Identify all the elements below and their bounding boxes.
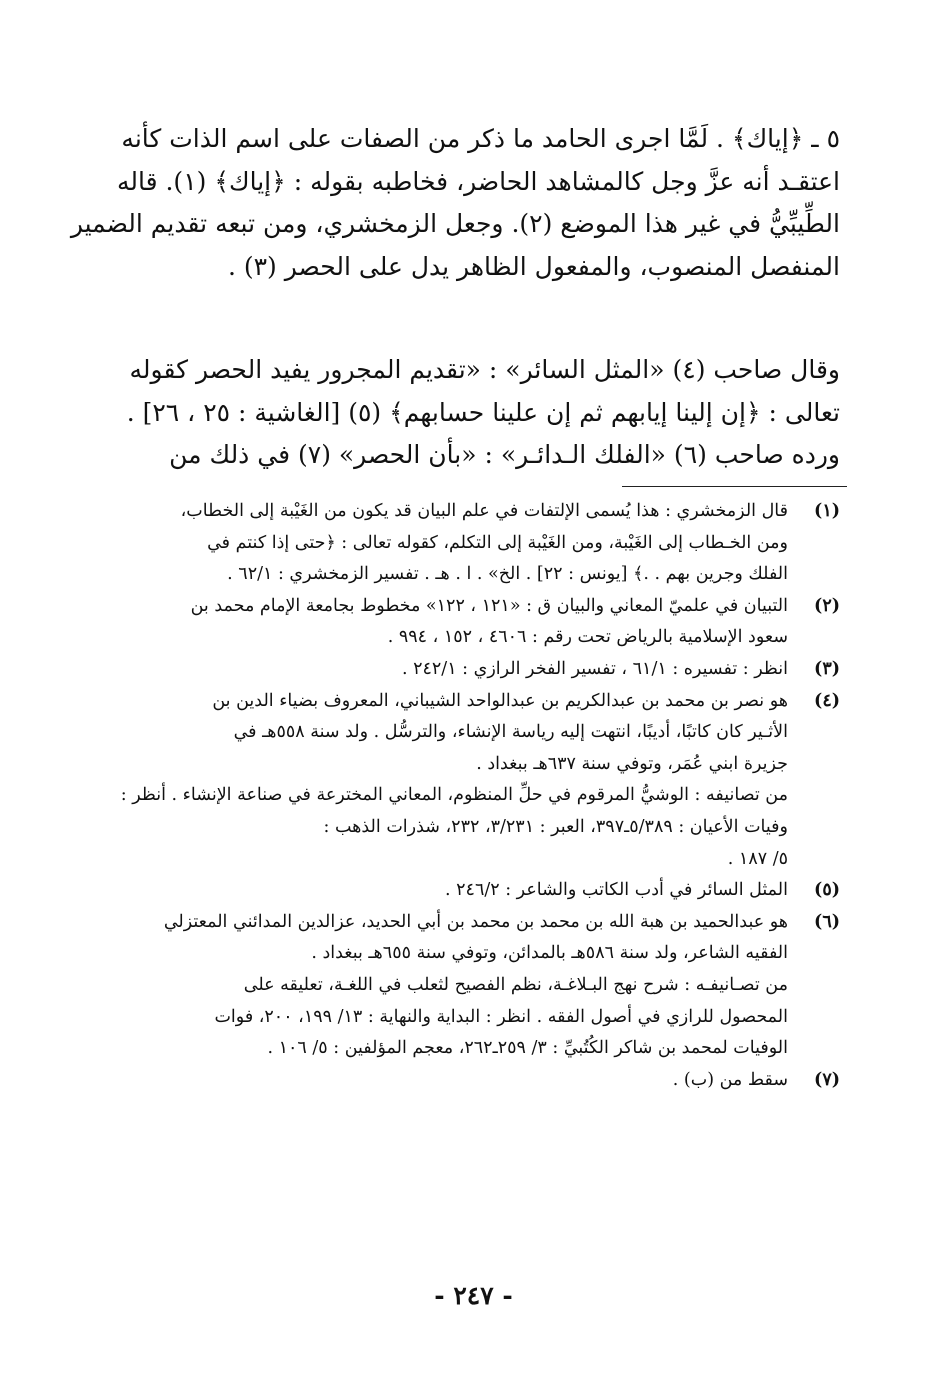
footnote-7	[128, 1065, 840, 1097]
footnote-number: (١)	[814, 501, 840, 521]
footnote-line: ومن الخـطاب إلى الغَيْبة، ومن الغَيْبة إلى التكلم، كقوله تعالى : ﴿حتى إذا كنتم في	[207, 532, 788, 553]
footnote-number: (٦)	[814, 911, 840, 932]
footnote-line: الفقيه الشاعر، ولد سنة ٥٨٦هـ بالمدائن، وتوفي سنة ٦٥٥هـ ببغداد .	[311, 943, 788, 964]
footnote-number: (٥)	[814, 880, 840, 901]
footnote-line: التبيان في علميّ المعاني والبيان ق : «١٢١ ، ١٢٢» مخطوط بجامعة الإمام محمد بن	[190, 595, 788, 616]
footnote-line: انظر : تفسيره : ٦١/١ ، تفسير الفخر الرازي : ٢٤٢/١ .	[401, 658, 788, 679]
footnote-number: (٧)	[814, 1069, 840, 1090]
footnote-line: قال الزمخشري : هذا يُسمى الإلتفات في علم البيان قد يكون من الغَيْبة إلى الخطاب،	[180, 501, 788, 521]
footnote-line: هو عبدالحميد بن هبة الله بن محمد بن محمد بن أبي الحديد، عزالدين المدائني المعتزلي	[163, 911, 788, 932]
footnote-number: (٢)	[814, 595, 840, 616]
footnote-line: وفيات الأعيان : ٥/٣٨٩ـ٣٩٧، العبر : ٣/٢٣١، ٢٣٢، شذرات الذهب :	[323, 816, 788, 837]
footnotes-section	[120, 496, 840, 1096]
footnote-3	[128, 654, 840, 686]
footnote-line: سقط من (ب) .	[672, 1069, 788, 1090]
text-line: ٥ ـ ﴿إياك﴾ . لَمَّا اجرى الحامد ما ذكر من الصفات على اسم الذات كأنه	[121, 124, 840, 153]
text-line: تعالى : ﴿إن إلينا إيابهم ثم إن علينا حسابهم﴾ (٥) [الغاشية : ٢٥ ، ٢٦] .	[126, 397, 840, 427]
footnote-line: المحصول للرازي في أصول الفقه . انظر : البداية والنهاية : ١٣/ ١٩٩، ٢٠٠، فوات	[214, 1006, 788, 1027]
footnote-2	[128, 591, 840, 654]
footnote-4	[120, 686, 840, 876]
footnote-line: من تصـانيفـه : شرح نهج البـلاغـة، نظم الفصيح لثعلب في اللغـة، تعليقه على	[243, 974, 788, 995]
footnote-line: جزيرة ابني عُمَر، وتوفي سنة ٦٣٧هـ ببغداد .	[476, 753, 788, 774]
footnote-line: من تصانيفه : الوشيُّ المرقوم في حلِّ المنظوم، المعاني المخترعة في صناعة الإنشاء . أنظر :	[120, 785, 788, 806]
footnote-separator	[622, 486, 847, 487]
footnote-number: (٤)	[814, 690, 840, 711]
footnote-line: الأثـير كان كاتبًا، أديبًا، انتهت إليه رياسة الإنشاء، والترسُّل . ولد سنة ٥٥٨هـ في	[233, 722, 788, 743]
footnote-line: سعود الإسلامية بالرياض تحت رقم : ٤٦٠٦ ، ١٥٢ ، ٩٩٤ .	[387, 627, 788, 648]
text-line: ورده صاحب (٦) «الفلك الـدائـر» : «بأن الحصر» (٧) في ذلك من	[169, 440, 840, 469]
footnote-line: هو نصر بن محمد بن عبدالكريم بن عبدالواحد الشيباني، المعروف بضياء الدين بن	[212, 690, 788, 711]
footnote-line: ٥/ ١٨٧ .	[727, 848, 788, 869]
footnote-5	[128, 875, 840, 907]
footnote-line: المثل السائر في أدب الكاتب والشاعر : ٢٤٦/٢ .	[445, 880, 788, 901]
page-number: - ٢٤٧ -	[434, 1281, 513, 1310]
text-line: وقال صاحب (٤) «المثل السائر» : «تقديم المجرور يفيد الحصر كقوله	[129, 355, 840, 384]
text-line: المنفصل المنصوب، والمفعول الظاهر يدل على الحصر (٣) .	[227, 251, 840, 281]
paragraph-1	[70, 118, 840, 288]
text-line: اعتقـد أنه عزَّ وجل كالمشاهد الحاضر، فخاطبه بقوله : ﴿إياك﴾ (١). قاله	[116, 166, 840, 196]
text-line: الطِّيبِّيُّ في غير هذا الموضع (٢). وجعل الزمخشري، ومن تبعه تقديم الضمير	[70, 209, 840, 238]
footnote-1	[128, 496, 840, 591]
footnote-line: الفلك وجرين بهم . .﴾ [يونس : ٢٢] . الخ» . ا . هـ . تفسير الزمخشري : ٦٢/١ .	[227, 564, 788, 585]
paragraph-2	[128, 349, 840, 477]
footnote-number: (٣)	[814, 658, 840, 679]
footnote-6	[128, 907, 840, 1065]
footnote-line: الوفيات لمحمد بن شاكر الكُتُبيِّ : ٣/ ٢٥٩ـ٢٦٢، معجم المؤلفين : ٥/ ١٠٦ .	[267, 1038, 788, 1059]
